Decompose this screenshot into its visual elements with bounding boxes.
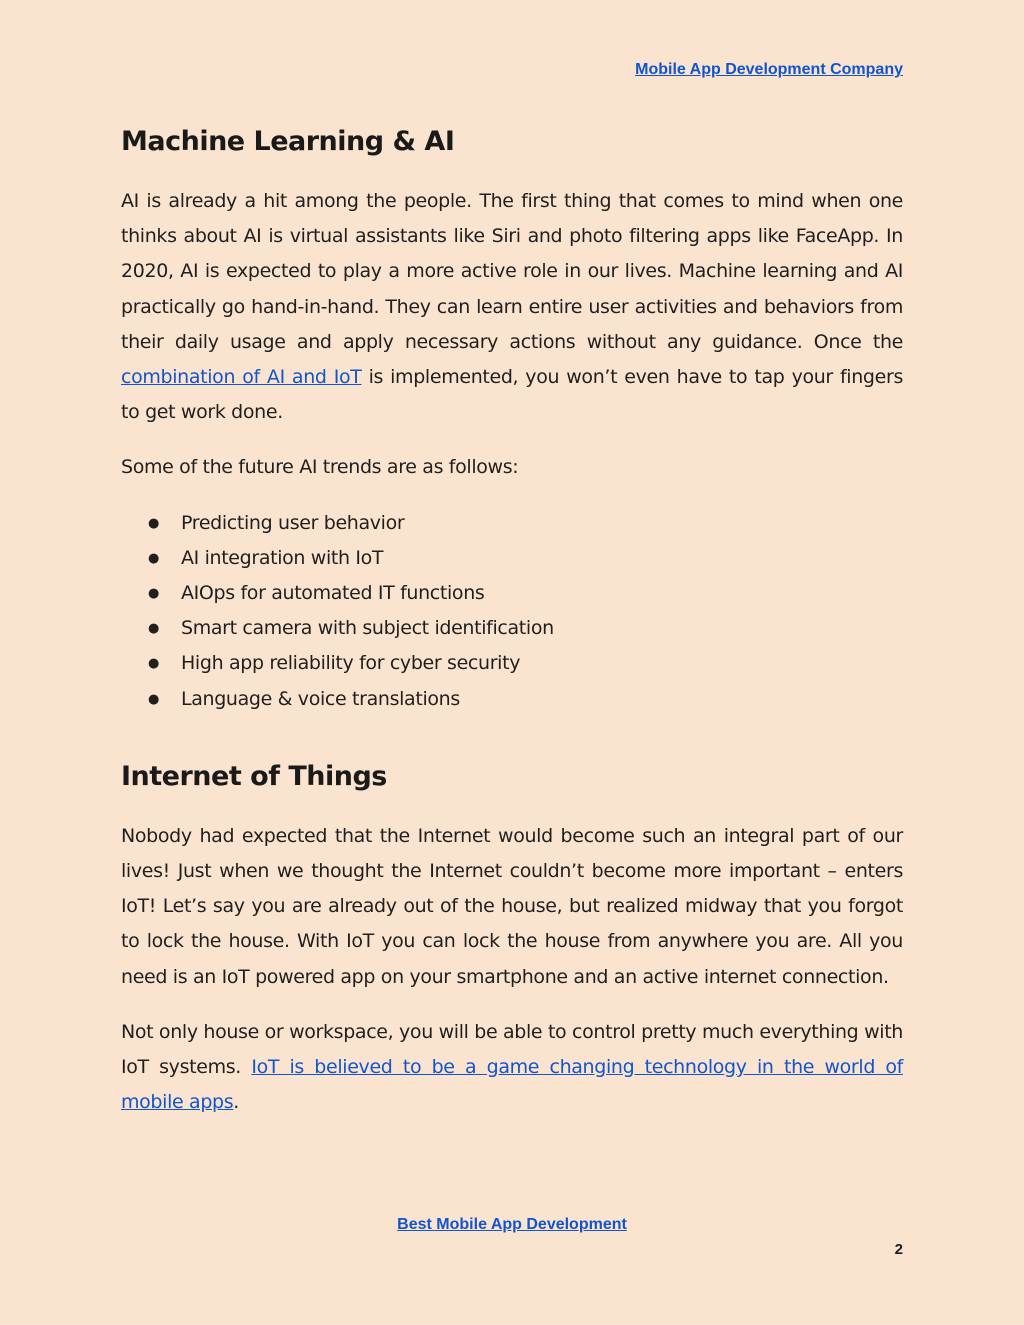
- page-number: 2: [894, 1241, 903, 1258]
- list-item: [148, 576, 903, 611]
- bullet-icon: ●: [148, 691, 159, 707]
- section-title-iot: Internet of Things: [121, 760, 387, 792]
- bullet-icon: ●: [148, 656, 159, 672]
- list-item-label: Language & voice translations: [181, 687, 460, 710]
- footer-development-link[interactable]: Best Mobile App Development: [397, 1216, 627, 1233]
- bullet-icon: ●: [148, 586, 159, 602]
- list-item: [148, 541, 903, 576]
- list-item: [148, 506, 903, 541]
- footer: [0, 1216, 1024, 1234]
- list-item: [148, 646, 903, 681]
- list-item-label: High app reliability for cyber security: [181, 652, 521, 675]
- iot-game-changing-link[interactable]: IoT is believed to be a game changing technology in the world of mobile apps: [121, 1056, 903, 1114]
- iot-paragraph-2-end: .: [233, 1091, 239, 1114]
- page-content: [121, 118, 903, 1120]
- iot-paragraph-2-text: Not only house or workspace, you will be able to control pretty much everything with IoT systems.: [121, 1020, 903, 1079]
- list-item: [148, 611, 903, 646]
- list-item-label: Predicting user behavior: [181, 511, 405, 534]
- bullet-icon: ●: [148, 515, 159, 531]
- ai-trends-list: [121, 506, 903, 717]
- header-company-link[interactable]: Mobile App Development Company: [635, 61, 903, 78]
- list-item-label: Smart camera with subject identification: [181, 617, 554, 640]
- bullet-icon: ●: [148, 621, 159, 637]
- ai-iot-combination-link[interactable]: combination of AI and IoT: [121, 366, 362, 389]
- list-item: [148, 682, 903, 717]
- list-item-label: AI integration with IoT: [181, 546, 384, 569]
- list-item-label: AIOps for automated IT functions: [181, 582, 485, 605]
- ml-intro-text: AI is already a hit among the people. The first thing that comes to mind when one thinks about AI is virtual assistants like Siri and photo filtering apps like FaceApp. In 2020, AI is expected to play a more active role in our lives. Machine learning and AI practically go hand-in-hand. They can learn entire user activities and behaviors from their daily usage and apply necessary actions without any guidance. Once the: [121, 190, 903, 353]
- ml-intro-paragraph: [121, 184, 903, 430]
- iot-paragraph-2: [121, 1015, 903, 1121]
- bullet-icon: ●: [148, 550, 159, 566]
- ai-trends-intro: Some of the future AI trends are as follows:: [121, 456, 519, 479]
- ml-intro-text-end: is implemented, you won’t even have to tap your fingers to get work done.: [121, 366, 903, 424]
- section-title-machine-learning: Machine Learning & AI: [121, 126, 455, 157]
- iot-paragraph-1: Nobody had expected that the Internet would become such an integral part of our lives! Just when we thought the Internet couldn’t become more important – enters IoT! Let’s say you are already out of the house, but realized midway that you forgot to lock the house. With IoT you can lock the house from anywhere you are. All you need is an IoT powered app on your smartphone and an active internet connection.: [121, 824, 903, 988]
